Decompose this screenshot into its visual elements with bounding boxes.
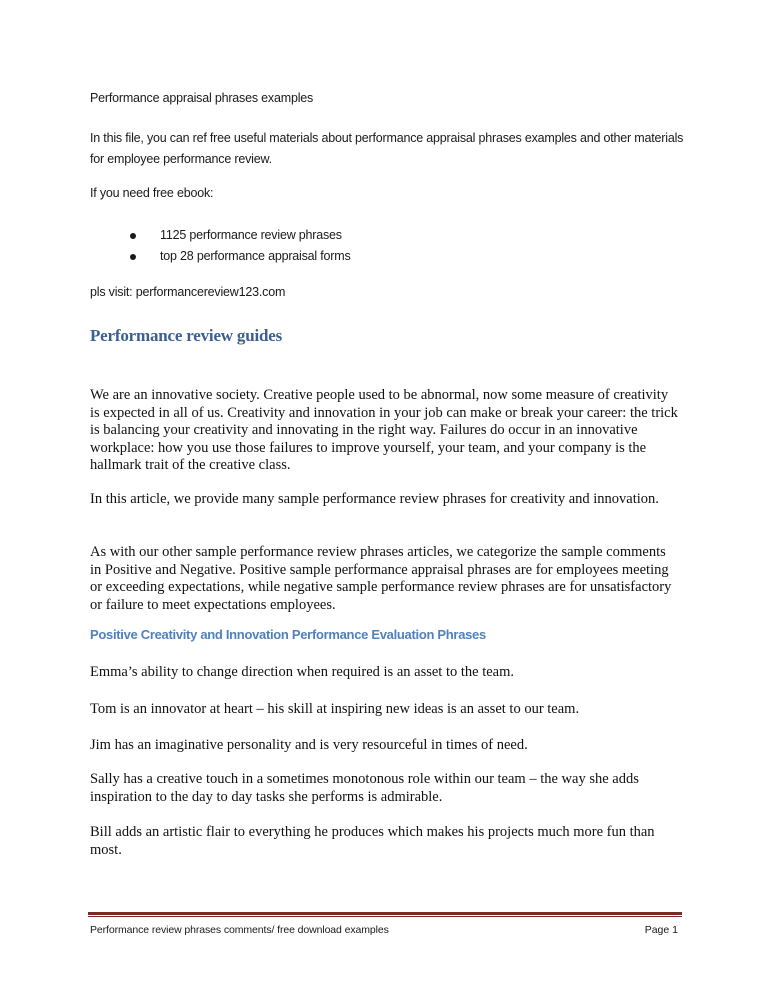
list-item-text: top 28 performance appraisal forms [160,249,351,263]
page-number: Page 1 [644,924,678,936]
paragraph: As with our other sample performance review phrases articles, we categorize the sample comments in Positive and Negative. Positive sample performance appraisal phrases are for employees meeting or exceeding expectations, while negative sample performance review phrases are for unsatisfactory or failure to meet expectations employees. [90,544,672,613]
intro-text: In this file, you can ref free useful materials about performance appraisal phrases examples and other materials for employee performance review. [90,131,684,166]
footer-divider [88,912,682,915]
footer-divider-thin [88,916,682,917]
example-phrase: Emma’s ability to change direction when required is an asset to the team. [90,664,514,680]
ebook-line: If you need free ebook: [90,186,214,200]
list-item [126,225,351,246]
paragraph: In this article, we provide many sample performance review phrases for creativity and innovation. [90,491,659,507]
example-phrase: Jim has an imaginative personality and is very resourceful in times of need. [90,737,528,753]
bullet-icon [130,233,136,239]
subsection-heading: Positive Creativity and Innovation Performance Evaluation Phrases [90,627,486,642]
paragraph: We are an innovative society. Creative people used to be abnormal, now some measure of creativity is expected in all of us. Creativity and innovation in your job can make or break your career: the trick is balancing your creativity and innovating in the right way. Failures do occur in an innovative workplace: how you use those failures to improve yourself, your team, and your company is the hallmark trait of the creative class. [90,387,678,473]
example-phrase: Sally has a creative touch in a sometimes monotonous role within our team – the way she adds inspiration to the day to day tasks she performs is admirable. [90,771,639,805]
list-item-text: 1125 performance review phrases [160,228,342,242]
intro-title: Performance appraisal phrases examples [90,91,314,105]
ebook-list [126,225,351,267]
section-heading: Performance review guides [90,326,283,345]
footer-text: Performance review phrases comments/ free download examples [90,924,389,936]
visit-line: pls visit: performancereview123.com [90,285,286,299]
example-phrase: Bill adds an artistic flair to everything he produces which makes his projects much more fun than most. [90,824,655,858]
example-phrase: Tom is an innovator at heart – his skill at inspiring new ideas is an asset to our team. [90,701,580,717]
list-item [126,246,351,267]
bullet-icon [130,254,136,260]
